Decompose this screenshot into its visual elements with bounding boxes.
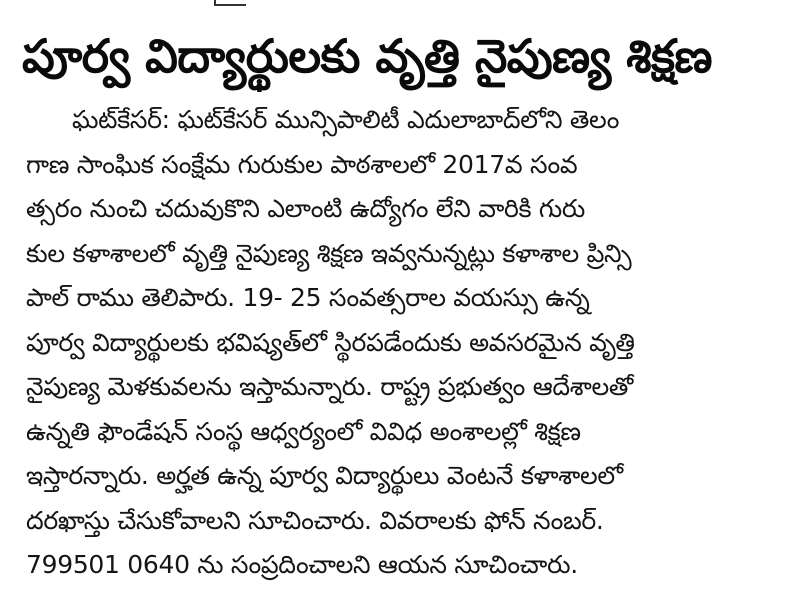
- article-line-9: ఇస్తారన్నారు. అర్హత ఉన్న పూర్వ విద్యార్థులు వెంటనే కళాశాలలో: [26, 461, 623, 490]
- article-line-7: నైపుణ్య మెళకువలను ఇస్తామన్నారు. రాష్ట్ర ప్రభుత్వం ఆదేశాలతో: [26, 372, 633, 401]
- article-headline: పూర్వ విద్యార్థులకు వృత్తి నైపుణ్య శిక్షణ: [22, 29, 713, 83]
- clipped-previous-article-edge: [0, 0, 800, 8]
- clipped-glyph-fragment: [214, 0, 246, 6]
- article-line-8: ఉన్నతి ఫౌండేషన్ సంస్థ ఆధ్వర్యంలో వివిధ అంశాలల్లో శిక్షణ: [26, 416, 581, 446]
- article-line-4: కుల కళాశాలలో వృత్తి నైపుణ్య శిక్షణ ఇవ్వనున్నట్లు కళాశాల ప్రిన్సి: [26, 238, 632, 268]
- article-line-5: పాల్ రాము తెలిపారు. 19- 25 సంవత్సరాల వయస్సు ఉన్న: [26, 283, 590, 312]
- article-line-1: ఘట్‌కేసర్: ఘట్‌కేసర్ మున్సిపాలిటీ ఎదులాబాద్‌లోని తెలం: [72, 105, 620, 134]
- article-line-6: పూర్వ విద్యార్థులకు భవిష్యత్‌లో స్థిరపడేందుకు అవసరమైన వృత్తి: [26, 327, 635, 357]
- article-line-3: త్సరం నుంచి చదువుకొని ఎలాంటి ఉద్యోగం లేని వారికి గురు: [26, 194, 586, 223]
- article-body: [26, 98, 766, 588]
- article-line-10: దరఖాస్తు చేసుకోవాలని సూచించారు. వివరాలకు ఫోన్ నంబర్.: [26, 505, 604, 535]
- article-line-2: గాణ సాంఘిక సంక్షేమ గురుకుల పాఠశాలలో 2017వ సంవ: [26, 149, 578, 179]
- article-line-11: 799501 0640 ను సంప్రదించాలని ఆయన సూచించారు.: [26, 550, 578, 579]
